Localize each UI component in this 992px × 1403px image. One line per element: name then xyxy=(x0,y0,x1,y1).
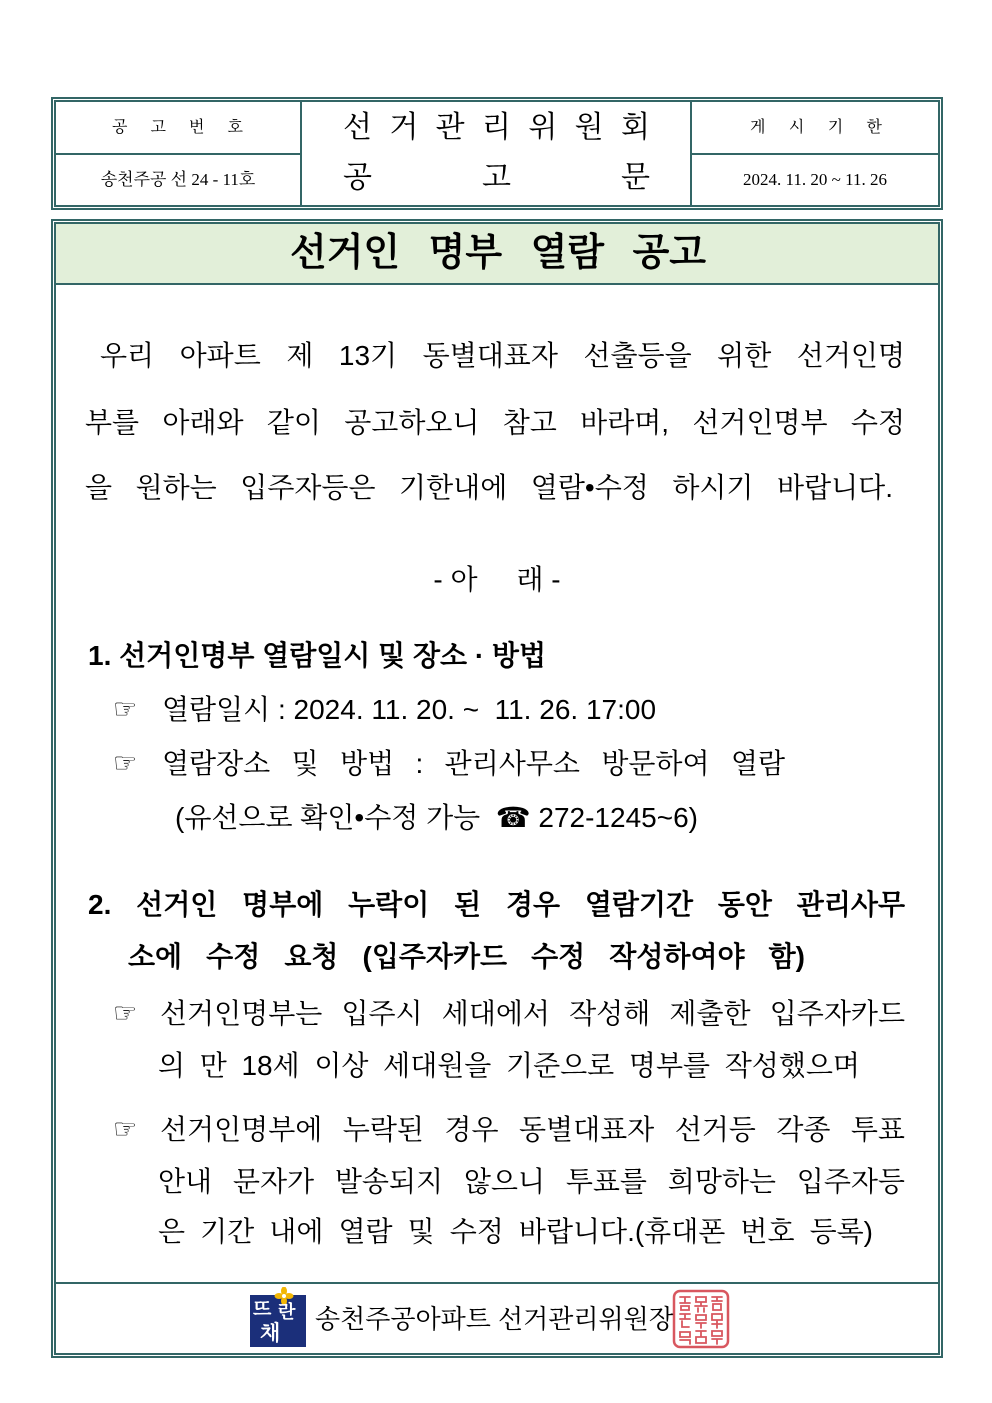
apartment-brand-logo xyxy=(250,1287,306,1347)
section-2-heading-line-2: 소에 수정 요청 (입주자카드 수정 작성하여야 함) xyxy=(128,941,805,972)
logo-letter: 뜨 xyxy=(253,1298,272,1320)
omission-notice-line-3: 은 기간 내에 열람 및 수정 바랍니다.(휴대폰 번호 등록) xyxy=(158,1216,873,1247)
intro-line-1: 우리 아파트 제 13기 동별대표자 선출등을 위한 선거인명 xyxy=(100,340,905,371)
notice-number: 송천주공 선 24 - 11호 xyxy=(100,170,256,189)
logo-letter: 채 xyxy=(260,1321,281,1345)
posting-period-label: 게 시 기 한 xyxy=(750,119,882,136)
intro-line-3: 을 원하는 입주자등은 기한내에 열람•수정 하시기 바랍니다. xyxy=(85,472,893,503)
posting-period: 2024. 11. 20 ~ 11. 26 xyxy=(743,170,887,189)
phone-note: (유선으로 확인•수정 가능 ☎ 272-1245~6) xyxy=(175,802,698,833)
notice-body-box xyxy=(51,219,943,1358)
title-bar xyxy=(56,224,938,285)
pointing-hand-icon: ☞ xyxy=(113,694,138,725)
header-column-divider-1 xyxy=(300,102,302,205)
official-seal-stamp xyxy=(672,1289,730,1349)
omission-notice-line-2: 안내 문자가 발송되지 않으니 투표를 희망하는 입주자등 xyxy=(158,1166,905,1197)
pointing-hand-icon: ☞ xyxy=(113,998,138,1029)
notice-number-label: 공 고 번 호 xyxy=(112,119,243,136)
document-type-label: 공 고 문 xyxy=(343,161,650,194)
signature-footer xyxy=(56,1282,938,1353)
intro-line-2: 부를 아래와 같이 공고하오니 참고 바라며, 선거인명부 수정 xyxy=(85,407,905,438)
section-1-heading: 1. 선거인명부 열람일시 및 장소 · 방법 xyxy=(88,640,547,671)
omission-notice-line-1: 선거인명부에 누락된 경우 동별대표자 선거등 각종 투표 xyxy=(160,1114,905,1145)
viewing-place-item: 열람장소 및 방법 : 관리사무소 방문하여 열람 xyxy=(162,748,785,779)
logo-letter: 란 xyxy=(278,1302,296,1323)
pointing-hand-icon: ☞ xyxy=(113,748,138,779)
notice-heading: - 아 래 - xyxy=(433,564,561,595)
notice-title: 선거인 명부 열람 공고 xyxy=(290,232,706,274)
section-2-heading-line-1: 2. 선거인 명부에 누락이 된 경우 열람기간 동안 관리사무 xyxy=(88,889,905,920)
roster-basis-line-1: 선거인명부는 입주시 세대에서 작성해 제출한 입주자카드 xyxy=(160,998,905,1029)
issuer-title: 선 거 관 리 위 원 회 xyxy=(343,111,650,144)
committee-chair-signature: 송천주공아파트 선거관리위원장 xyxy=(315,1304,674,1334)
roster-basis-line-2: 의 만 18세 이상 세대원을 기준으로 명부를 작성했으며 xyxy=(158,1050,860,1081)
notice-header-table xyxy=(51,97,943,210)
pointing-hand-icon: ☞ xyxy=(113,1114,138,1145)
viewing-period-item: 열람일시 : 2024. 11. 20. ~ 11. 26. 17:00 xyxy=(162,694,657,725)
